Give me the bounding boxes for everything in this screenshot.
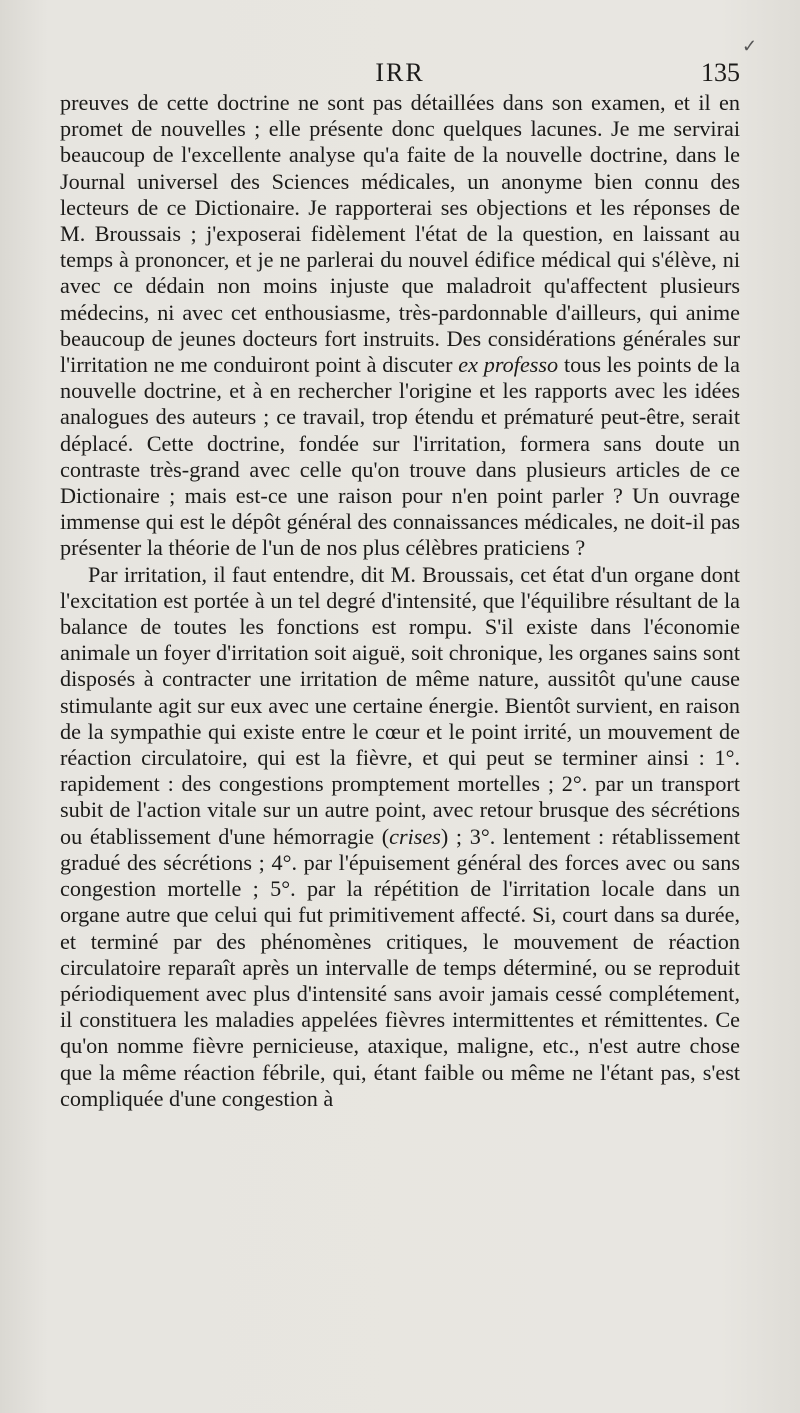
margin-mark: ✓: [742, 36, 758, 57]
paragraph-2-text-b: ) ; 3°. lentement : rétablissement gradué des sécrétions ; 4°. par l'épuisement général des forces avec ou sans congestion mortelle ; 5°. par la répétition de l'irritation locale dans un organe autre que celui qui fut primitivement affecté. Si, court dans sa durée, et terminé par des phénomènes critiques, le mouvement de réaction circulatoire reparaît après un intervalle de temps déterminé, ou se reproduit périodiquement avec plus d'intensité sans avoir jamais cessé complétement, il constituera les maladies appelées fièvres intermittentes et rémittentes. Ce qu'on nomme fièvre pernicieuse, ataxique, maligne, etc., n'est autre chose que la même réaction fébrile, qui, étant faible ou même ne l'étant pas, s'est compliquée d'une congestion à: [60, 823, 740, 1111]
paragraph-2-italic: crises: [389, 823, 441, 849]
page-header: [60, 58, 740, 92]
paragraph-1-text-a: preuves de cette doctrine ne sont pas détaillées dans son examen, et il en promet de nouvelles ; elle présente donc quelques lacunes. Je me servirai beaucoup de l'excellente analyse qu'a faite de la nouvelle doctrine, dans le Journal universel des Sciences médicales, un anonyme bien connu des lecteurs de ce Dictionaire. Je rapporterai ses objections et les réponses de M. Broussais ; j'exposerai fidèlement l'état de la question, en laissant au temps à prononcer, et je ne parlerai du nouvel édifice médical qui s'élève, ni avec ce dédain non moins injuste que maladroit qu'affectent plusieurs médecins, ni avec cet enthousiasme, très-pardonnable d'ailleurs, qui anime beaucoup de jeunes docteurs fort instruits. Des considérations générales sur l'irritation ne me conduiront point à discuter: [60, 90, 740, 378]
running-head: IRR: [375, 58, 425, 87]
page-number: 135: [701, 58, 740, 87]
paragraph-1: [60, 90, 740, 562]
paragraph-2-text-a: Par irritation, il faut entendre, dit M. Broussais, cet état d'un organe dont l'excitation est portée à un tel degré d'intensité, que l'équilibre résultant de la balance de toutes les fonctions est rompu. S'il existe dans l'économie animale un foyer d'irritation soit aiguë, soit chronique, les organes sains sont disposés à contracter une irritation de même nature, aussitôt qu'une cause stimulante agit sur eux avec une certaine énergie. Bientôt survient, en raison de la sympathie qui existe entre le cœur et le point irrité, un mouvement de réaction circulatoire, qui est la fièvre, et qui peut se terminer ainsi : 1°. rapidement : des congestions promptement mortelles ; 2°. par un transport subit de l'action vitale sur un autre point, avec retour brusque des sécrétions ou établissement d'une hémorragie (: [60, 561, 740, 849]
paragraph-1-italic: ex professo: [458, 352, 559, 378]
paragraph-2: [60, 562, 740, 1112]
body-text: [60, 90, 740, 1112]
paragraph-1-text-b: tous les points de la nouvelle doctrine, et à en rechercher l'origine et les rapports avec les idées analogues des auteurs ; ce travail, trop étendu et prématuré peut-être, serait déplacé. Cette doctrine, fondée sur l'irritation, formera sans doute un contraste très-grand avec celle qu'on trouve dans plusieurs articles de ce Dictionaire ; mais est-ce une raison pour n'en point parler ? Un ouvrage immense qui est le dépôt général des connaissances médicales, ne doit-il pas présenter la théorie de l'un de nos plus célèbres praticiens ?: [60, 352, 741, 561]
